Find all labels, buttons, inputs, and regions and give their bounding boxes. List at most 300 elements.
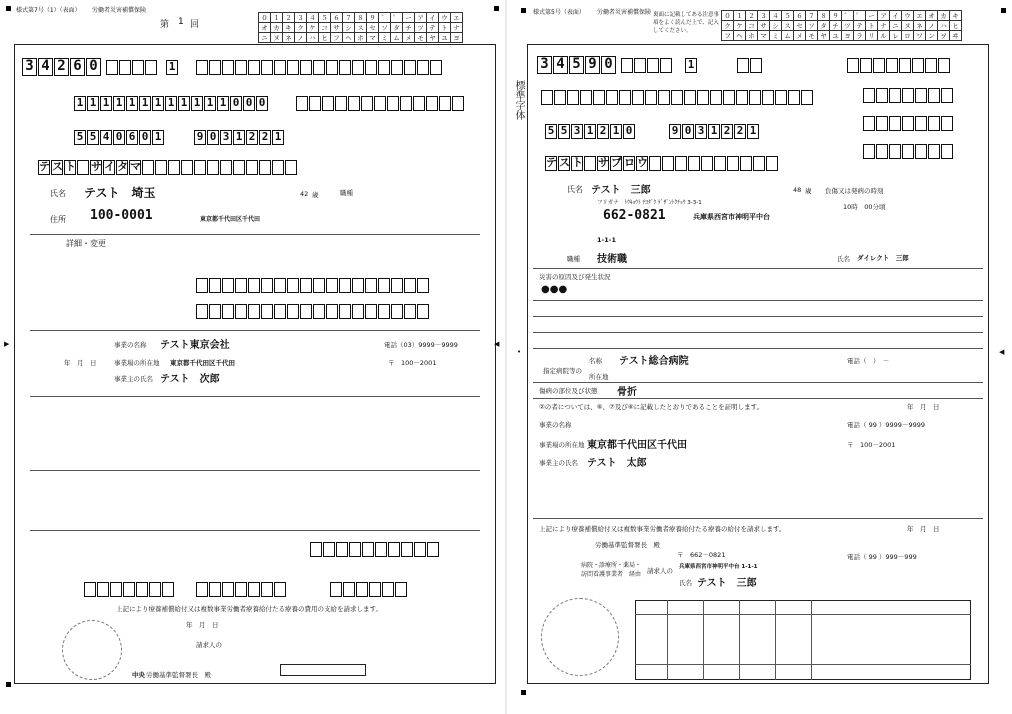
biz-phone[interactable]: 電話（ 99 ）9999－9999: [847, 421, 925, 429]
right-cells-2[interactable]: [863, 116, 954, 131]
digit-cell: 2: [259, 130, 271, 145]
blank-cell: [365, 304, 377, 319]
kana-cell: マ: [130, 160, 141, 173]
name-label: 氏名: [567, 185, 583, 194]
blank-cell: [326, 60, 338, 75]
divider: [30, 234, 480, 235]
biz-name[interactable]: テスト東京会社: [160, 340, 230, 351]
blank-cell: [404, 304, 416, 319]
insurance-number-cells[interactable]: [74, 96, 269, 111]
blank-cell: [382, 582, 394, 597]
kana-cell: [181, 160, 193, 175]
signature-box[interactable]: [280, 664, 366, 676]
standard-character-chart: ０ １ ２ ３ ４ ５ ６ ７ ８ ９ ゛ ゜ ー ア イ ウ エ オ カ キ ク ケ コ サ シ ス セ ソ タ チ ツ テ ト ナ ニ ヌ ネ ノ ハ ヒ フ ヘ ホ マ ミ ム メ モ ヤ ユ ヨ: [258, 12, 463, 43]
blank-cell: [378, 278, 390, 293]
blank-cell: [417, 278, 429, 293]
blank-cell: [876, 116, 888, 131]
blank-cell: [145, 60, 157, 75]
blank-cell: [261, 582, 273, 597]
biz-address[interactable]: 東京都千代田区千代田: [587, 440, 687, 451]
date-label: 年 月 日: [907, 403, 940, 411]
blank-cell: [632, 90, 644, 105]
digit-cell: 1: [100, 96, 112, 111]
blank-cell: [110, 582, 122, 597]
sheet-label: 第: [160, 20, 170, 30]
form-code-digit: 4: [38, 58, 53, 76]
blank-cell: [352, 304, 364, 319]
form-code-cells[interactable]: [537, 56, 617, 74]
blank-cell: [300, 60, 312, 75]
corner-mark: [1001, 8, 1006, 13]
blank-cell: [580, 90, 592, 105]
blank-cell: [426, 96, 438, 111]
requester-address[interactable]: 兵庫県西宮市神明平中台 1-1-1: [679, 564, 758, 570]
blank-cell: [606, 90, 618, 105]
form-code-digit: 3: [22, 58, 37, 76]
requester-label: 請求人の: [647, 567, 673, 575]
form-code-digit: 0: [86, 58, 101, 76]
blank-cell: [863, 116, 875, 131]
divider: [533, 382, 983, 383]
employer-name[interactable]: テスト 太郎: [587, 458, 647, 469]
digit-cell: 1: [584, 124, 596, 139]
blank-cell: [300, 304, 312, 319]
digit-cell: 0: [113, 130, 125, 145]
worker-address[interactable]: 兵庫県西宮市神明平中台: [693, 213, 770, 221]
number-cells[interactable]: [196, 60, 443, 75]
form-code-digit: 9: [585, 56, 600, 74]
blank-cell: [132, 60, 144, 75]
blank-cell: [287, 278, 299, 293]
divider: [30, 470, 480, 471]
digit-cell: 2: [246, 130, 258, 145]
blank-cell: [737, 58, 749, 73]
blank-cell: [619, 90, 631, 105]
divider: [533, 348, 983, 349]
digit-cell: 1: [204, 96, 216, 111]
witness-name[interactable]: ダイレクト 三郎: [857, 254, 909, 262]
age-unit: 歳: [805, 187, 812, 195]
form-code-cells[interactable]: [22, 58, 102, 76]
blank-cell: [274, 278, 286, 293]
blank-cell: [452, 96, 464, 111]
kana-cell: [584, 156, 596, 171]
form-code-digit: 0: [601, 56, 616, 74]
digit-cell: 0: [230, 96, 242, 111]
blank-cell: [235, 278, 247, 293]
biz-name-label: 事業の名称: [114, 341, 147, 349]
blank-cell: [723, 90, 735, 105]
digit-cell: 1: [126, 96, 138, 111]
notice-text: 裏面に記載してある注意事項をよく読んだ上で、記入してください。: [653, 12, 720, 34]
blank-cell: [209, 304, 221, 319]
requester-name[interactable]: テスト 三郎: [697, 578, 757, 589]
blank-cell: [684, 90, 696, 105]
age[interactable]: 48: [793, 186, 802, 194]
accident-value[interactable]: ●●●: [541, 284, 568, 295]
worker-name[interactable]: テスト 三郎: [591, 185, 651, 196]
worker-address[interactable]: 東京都千代田区千代田: [200, 216, 261, 223]
digit-cell: 1: [610, 124, 622, 139]
blank-cell: [541, 90, 553, 105]
kana-cell: [272, 160, 284, 175]
blank-cell: [362, 542, 374, 557]
dot-marker-icon: •: [517, 348, 522, 356]
kana-cell: [77, 160, 89, 175]
worker-name[interactable]: テスト 埼玉: [84, 186, 156, 200]
receipt-date-cells[interactable]: [847, 58, 951, 73]
blank-cell: [427, 542, 439, 557]
blank-cell: [886, 58, 898, 73]
digit-cell: 1: [217, 96, 229, 111]
blank-cell: [119, 60, 131, 75]
request-text: 上記により療養補償給付又は複数事業労働者療養給付たる療養の費用の支給を請求します。: [116, 605, 382, 613]
kana-cells-2[interactable]: [196, 278, 430, 293]
blank-cell: [749, 90, 761, 105]
postal-code[interactable]: 100-0001: [90, 208, 153, 223]
digit-cell: 2: [597, 124, 609, 139]
blank-cell: [647, 58, 659, 73]
date-label: 年 月 日: [64, 359, 97, 367]
age[interactable]: 42: [300, 190, 309, 198]
digit-cell: 1: [233, 130, 245, 145]
blank-cell: [671, 90, 683, 105]
digit-cell: 4: [100, 130, 112, 145]
digit-cell: 1: [165, 96, 177, 111]
period-end-cells[interactable]: [196, 582, 287, 597]
kana-cells-3[interactable]: [196, 304, 430, 319]
kana-cell: [233, 160, 245, 175]
triangle-marker-icon: ▶: [4, 340, 10, 348]
requester-label: 請求人の: [196, 641, 222, 649]
injury-value[interactable]: 骨折: [617, 387, 637, 398]
date-label: 年 月 日: [186, 621, 219, 629]
digit-cell: 1: [113, 96, 125, 111]
kana-cell: [207, 160, 219, 175]
table-line: [811, 600, 812, 680]
office-use-table: [635, 600, 971, 680]
blank-cell: [261, 60, 273, 75]
digit-cell: 3: [220, 130, 232, 145]
hospital-name-label: 名称: [589, 357, 602, 365]
blank-cell: [554, 90, 566, 105]
hospital-label: 指定病院等の: [543, 367, 582, 375]
digit-cell: 0: [243, 96, 255, 111]
blank-cell: [97, 582, 109, 597]
stamp-circle: [62, 620, 122, 680]
digit-cell: 9: [669, 124, 681, 139]
blank-cell: [336, 542, 348, 557]
time-value[interactable]: 10時 00分頃: [843, 203, 886, 211]
blank-cell: [222, 278, 234, 293]
kana-cell: [285, 160, 297, 175]
kana-cell: サ: [598, 156, 609, 169]
blank-cell: [750, 58, 762, 73]
form-code-digit: 5: [569, 56, 584, 74]
kana-cell: ロ: [624, 156, 635, 169]
kana-cell: [714, 156, 726, 171]
blank-cell: [928, 144, 940, 159]
injury-label: 傷病の部位及び状態: [539, 387, 598, 395]
birth-date-cells[interactable]: [74, 130, 165, 145]
blank-cell: [326, 278, 338, 293]
blank-cell: [417, 60, 429, 75]
insurance-title: 労働者災害補償保険: [92, 7, 147, 14]
blank-cell: [889, 116, 901, 131]
kana-cell: [155, 160, 167, 175]
blank-cell: [902, 144, 914, 159]
accident-label: 災害の原因及び発生状況: [539, 273, 611, 281]
blank-cell: [928, 88, 940, 103]
digit-cell: 1: [139, 96, 151, 111]
blank-cell: [235, 582, 247, 597]
digit-cell: 5: [558, 124, 570, 139]
blank-cell: [339, 304, 351, 319]
blank-cell: [915, 88, 927, 103]
blank-cell: [915, 116, 927, 131]
address-line2[interactable]: 1-1-1: [597, 236, 616, 244]
digit-cell: 1: [152, 130, 164, 145]
triangle-marker-icon: ◀: [494, 340, 500, 348]
blank-cell: [235, 60, 247, 75]
digit-cell: 1: [708, 124, 720, 139]
blank-cell: [889, 88, 901, 103]
blank-cell: [404, 60, 416, 75]
kana-cell: [649, 156, 661, 171]
blank-cell: [391, 304, 403, 319]
blank-cell: [248, 582, 260, 597]
bureau-prefix[interactable]: 中央: [132, 671, 145, 679]
kana-cell: [740, 156, 752, 171]
hospital-name[interactable]: テスト総合病院: [619, 356, 689, 367]
blank-cell: [222, 582, 234, 597]
kana-cell: [688, 156, 700, 171]
kana-cell: ト: [572, 156, 583, 169]
blank-cell: [365, 60, 377, 75]
blank-cell: [938, 58, 950, 73]
kana-cell: [259, 160, 271, 175]
blank-cells[interactable]: [106, 60, 158, 75]
table-line: [703, 600, 704, 680]
digit-cell: 2: [721, 124, 733, 139]
blank-cell: [889, 144, 901, 159]
table-line: [775, 600, 776, 680]
biz-phone[interactable]: 電話（03）9999－9999: [384, 341, 458, 349]
kana-name-cells[interactable]: [38, 160, 298, 175]
blank-cell: [196, 60, 208, 75]
sheet-number: 1: [178, 17, 184, 27]
right-cells-3[interactable]: [863, 144, 954, 159]
request-text: 上記により療養補償給付又は複数事業労働者療養給付たる療養の給付を請求します。: [539, 525, 786, 533]
kana-cell: [766, 156, 778, 171]
blank-cell: [313, 60, 325, 75]
blank-cell: [928, 116, 940, 131]
bureau-label: 労働基準監督署長 殿: [595, 541, 660, 549]
era-cell[interactable]: [685, 58, 698, 73]
blank-cell: [941, 116, 953, 131]
blank-cell: [274, 582, 286, 597]
divider: [533, 518, 983, 519]
period-start-cells[interactable]: [84, 582, 175, 597]
digit-cell: 3: [695, 124, 707, 139]
blank-cell: [330, 582, 342, 597]
time-label: 負傷又は発病の時刻: [825, 187, 884, 195]
blank-cell: [287, 304, 299, 319]
blank-cell: [375, 542, 387, 557]
digit-cell: 0: [256, 96, 268, 111]
blank-cell: [873, 58, 885, 73]
blank-cell: [775, 90, 787, 105]
code-cells[interactable]: [737, 58, 763, 73]
hospital-phone[interactable]: 電話（ ） －: [847, 357, 890, 365]
form-code-digit: 2: [54, 58, 69, 76]
blank-cell: [710, 90, 722, 105]
address-label: 住所: [50, 215, 66, 224]
blank-cell: [567, 90, 579, 105]
blank-cell: [697, 90, 709, 105]
blank-cell: [658, 90, 670, 105]
blank-cell: [863, 88, 875, 103]
right-form-page: [507, 0, 1012, 714]
kana-cell: [168, 160, 180, 175]
blank-cell: [296, 96, 308, 111]
digit-cell: 2: [734, 124, 746, 139]
requester-postal[interactable]: 〒 662－0821: [677, 551, 726, 559]
blank-cell: [323, 542, 335, 557]
blank-cell: [414, 542, 426, 557]
blank-cell: [149, 582, 161, 597]
age-unit: 歳: [312, 191, 319, 199]
line: [533, 300, 983, 301]
blank-cell: [788, 90, 800, 105]
biz-address[interactable]: 東京都千代田区千代田: [170, 359, 235, 367]
employer-name[interactable]: テスト 次郎: [160, 374, 220, 385]
digit-cell: 5: [87, 130, 99, 145]
days-cells[interactable]: [330, 582, 408, 597]
extra-cells[interactable]: [296, 96, 465, 111]
blank-cell: [387, 96, 399, 111]
kana-cell: ト: [65, 160, 76, 173]
kana-cell: ブ: [611, 156, 622, 169]
line: [533, 316, 983, 317]
blank-cell: [196, 582, 208, 597]
digit-cell: 1: [152, 96, 164, 111]
date-label: 年 月 日: [907, 525, 940, 533]
insurance-title: 労働者災害補償保険: [597, 9, 652, 16]
corner-mark: [6, 6, 11, 11]
blank-cell: [847, 58, 859, 73]
blank-cell: [736, 90, 748, 105]
divider: [30, 530, 480, 531]
kana-cell: [675, 156, 687, 171]
table-line: [635, 614, 971, 615]
blank-cell: [326, 304, 338, 319]
blank-cell: [413, 96, 425, 111]
certify-text: ②の者については、⑥、⑦及び⑥に記載したとおりであることを証明します。: [539, 403, 764, 411]
blank-cell: [863, 144, 875, 159]
blank-cell: [378, 304, 390, 319]
left-form-page: [0, 0, 505, 714]
corner-mark: [6, 682, 11, 687]
blank-cell: [106, 60, 118, 75]
blank-cell: [876, 88, 888, 103]
requester-phone[interactable]: 電話（ 99 ）999－999: [847, 553, 917, 561]
kana-cell: [727, 156, 739, 171]
blank-cell: [645, 90, 657, 105]
hospital-via: 病院・診療所・薬局・訪問看護事業者 経由: [581, 562, 642, 578]
furigana-address[interactable]: フリガナ ﾄｳｷｮｳﾄ ﾁﾖﾀﾞｸ ｹﾞｻﾞﾝﾄｸﾁｮｳ 3-3-1: [597, 200, 702, 206]
biz-name-label: 事業の名称: [539, 421, 572, 429]
kana-name-cells[interactable]: [545, 156, 779, 171]
blank-cell: [209, 278, 221, 293]
blank-cell: [339, 60, 351, 75]
blank-cell: [762, 90, 774, 105]
blank-cell: [621, 58, 633, 73]
biz-postal[interactable]: 〒 100－2001: [847, 441, 896, 449]
kana-cell: タ: [117, 160, 128, 173]
birth-date-cells[interactable]: [545, 124, 636, 139]
blank-cell: [123, 582, 135, 597]
blank-cell: [439, 96, 451, 111]
amount-cells[interactable]: [310, 542, 440, 557]
blank-cell: [902, 116, 914, 131]
blank-cell: [860, 58, 872, 73]
kana-cell: テ: [546, 156, 557, 169]
kana-cell: ス: [52, 160, 63, 173]
digit-cell: 9: [194, 130, 206, 145]
injury-date-cells[interactable]: [194, 130, 285, 145]
table-line: [739, 600, 740, 680]
blank-cell: [274, 304, 286, 319]
blank-cell: [339, 278, 351, 293]
requester-name-label: 氏名: [679, 579, 692, 587]
blank-cell: [369, 582, 381, 597]
digit-cell: 5: [545, 124, 557, 139]
blank-cell: [309, 96, 321, 111]
blank-cell: [348, 96, 360, 111]
kana-cell: イ: [104, 160, 115, 173]
kana-cell: [194, 160, 206, 175]
name-label: 氏名: [50, 189, 66, 198]
kana-cell: [246, 160, 258, 175]
era-cell[interactable]: [166, 60, 179, 75]
blank-cells[interactable]: [621, 58, 673, 73]
blank-cell: [876, 144, 888, 159]
injury-date-cells[interactable]: [669, 124, 760, 139]
employer-label: 事業主の氏名: [114, 375, 153, 383]
right-cells-1[interactable]: [863, 88, 954, 103]
blank-cell: [374, 96, 386, 111]
divider: [533, 268, 983, 269]
blank-cell: [593, 90, 605, 105]
biz-postal[interactable]: 〒 100－2001: [388, 359, 437, 367]
kana-cell: ス: [559, 156, 570, 169]
blank-cell: [941, 88, 953, 103]
blank-cell: [313, 304, 325, 319]
digit-cell: 1: [74, 96, 86, 111]
job-value[interactable]: 技術職: [597, 254, 627, 265]
form-code-digit: 6: [70, 58, 85, 76]
blank-cell: [248, 278, 260, 293]
blank-cell: [136, 582, 148, 597]
blank-cell: [222, 60, 234, 75]
blank-cell: [388, 542, 400, 557]
digit-cell: 0: [623, 124, 635, 139]
insurance-number-cells[interactable]: [541, 90, 814, 105]
line: [533, 332, 983, 333]
postal-code[interactable]: 662-0821: [603, 208, 666, 223]
blank-cell: [248, 60, 260, 75]
